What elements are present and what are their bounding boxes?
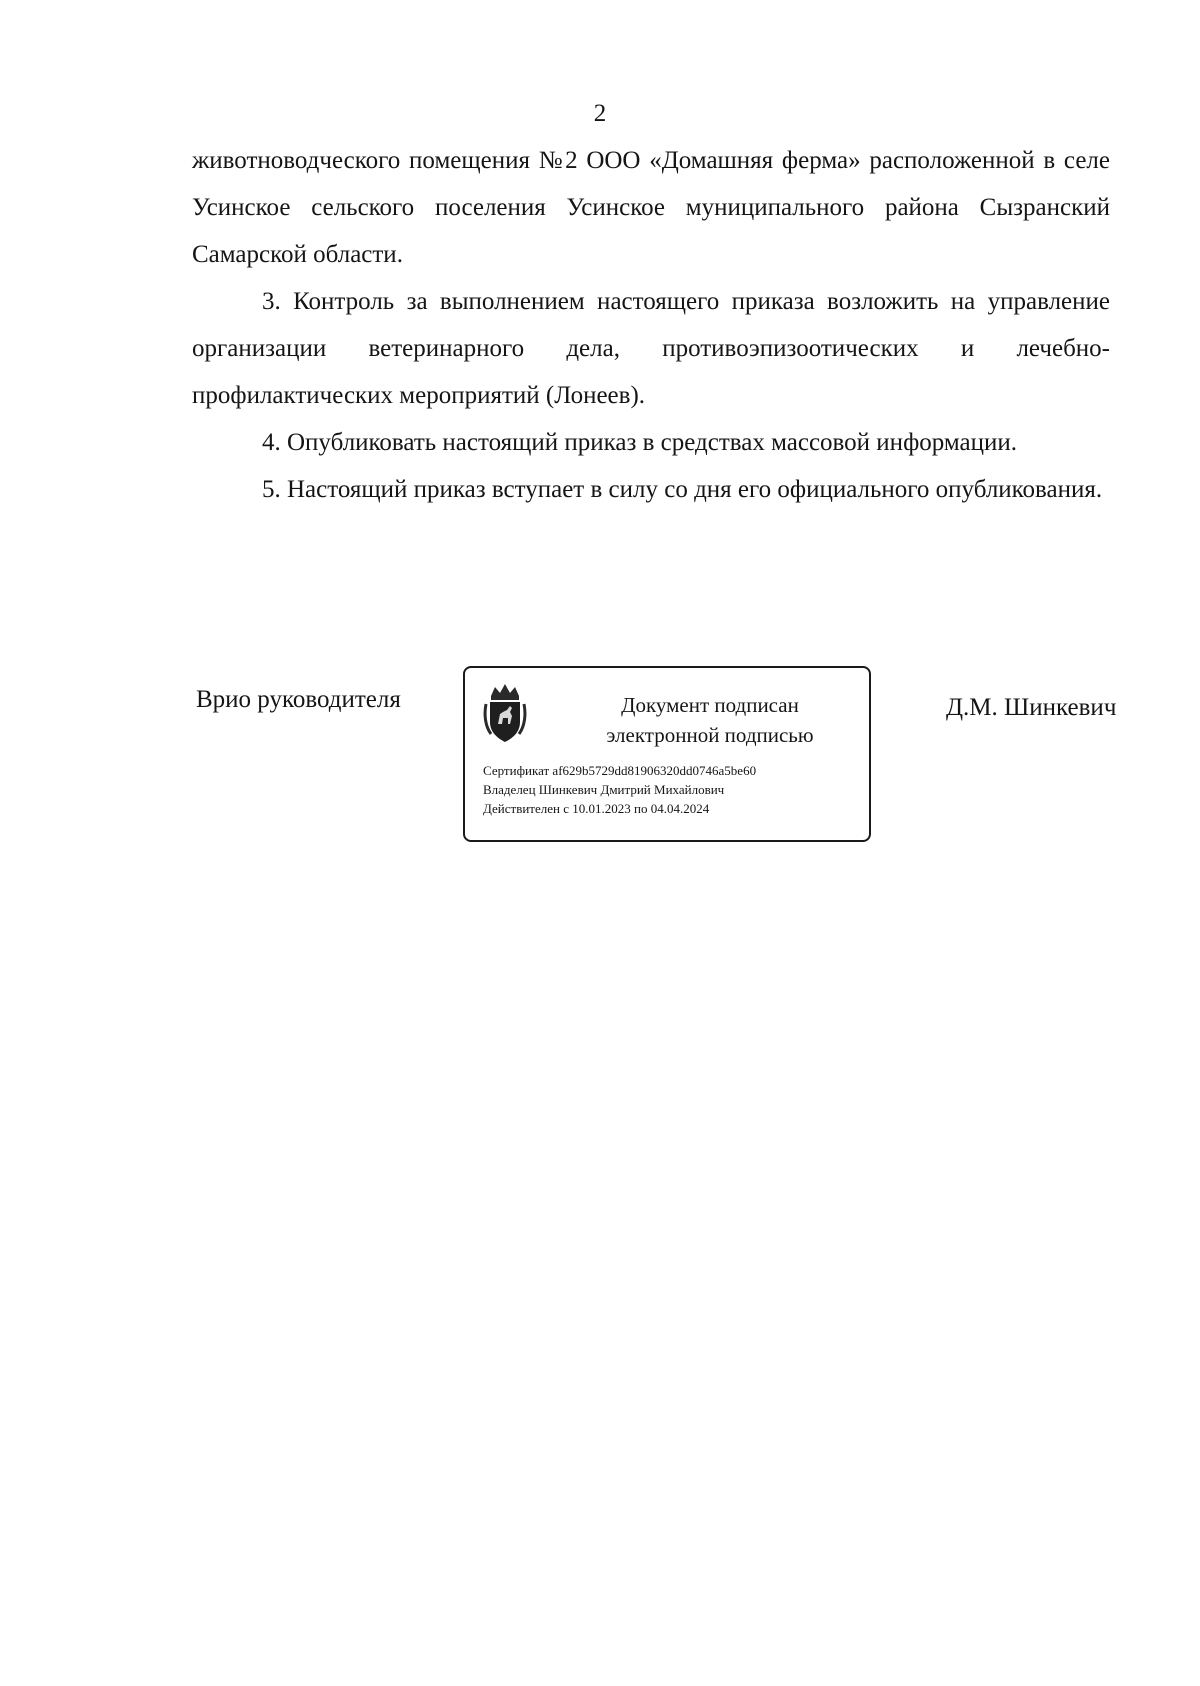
samara-region-coat-of-arms-icon xyxy=(483,682,527,744)
stamp-heading-line2: электронной подписью xyxy=(606,723,814,747)
electronic-signature-stamp xyxy=(463,666,871,842)
stamp-details xyxy=(483,761,756,818)
page-number: 2 xyxy=(593,100,607,127)
certificate-owner: Владелец Шинкевич Дмитрий Михайлович xyxy=(483,782,725,797)
paragraph-continuation: животноводческого помещения №2 ООО «Домашняя ферма» расположенной в селе Усинское сельского поселения Усинское муниципального района Сызранский Самарской области. xyxy=(192,147,1110,268)
signer-title: Врио руководителя xyxy=(196,686,401,713)
certificate-number: Сертификат af629b5729dd81906320dd0746a5be60 xyxy=(483,763,757,778)
stamp-heading xyxy=(565,690,855,750)
paragraph-4: 4. Опубликовать настоящий приказ в средствах массовой информации. xyxy=(262,429,1018,456)
document-body xyxy=(192,137,1110,513)
signer-name: Д.М. Шинкевич xyxy=(946,694,1117,721)
paragraph-5: 5. Настоящий приказ вступает в силу со дня его официального опубликования. xyxy=(262,476,1103,503)
stamp-heading-line1: Документ подписан xyxy=(621,693,799,717)
paragraph-3: 3. Контроль за выполнением настоящего приказа возложить на управление организации ветеринарного дела, противоэпизоотических и лечебно-профилактических мероприятий (Лонеев). xyxy=(192,288,1110,409)
certificate-validity: Действителен с 10.01.2023 по 04.04.2024 xyxy=(483,801,710,816)
